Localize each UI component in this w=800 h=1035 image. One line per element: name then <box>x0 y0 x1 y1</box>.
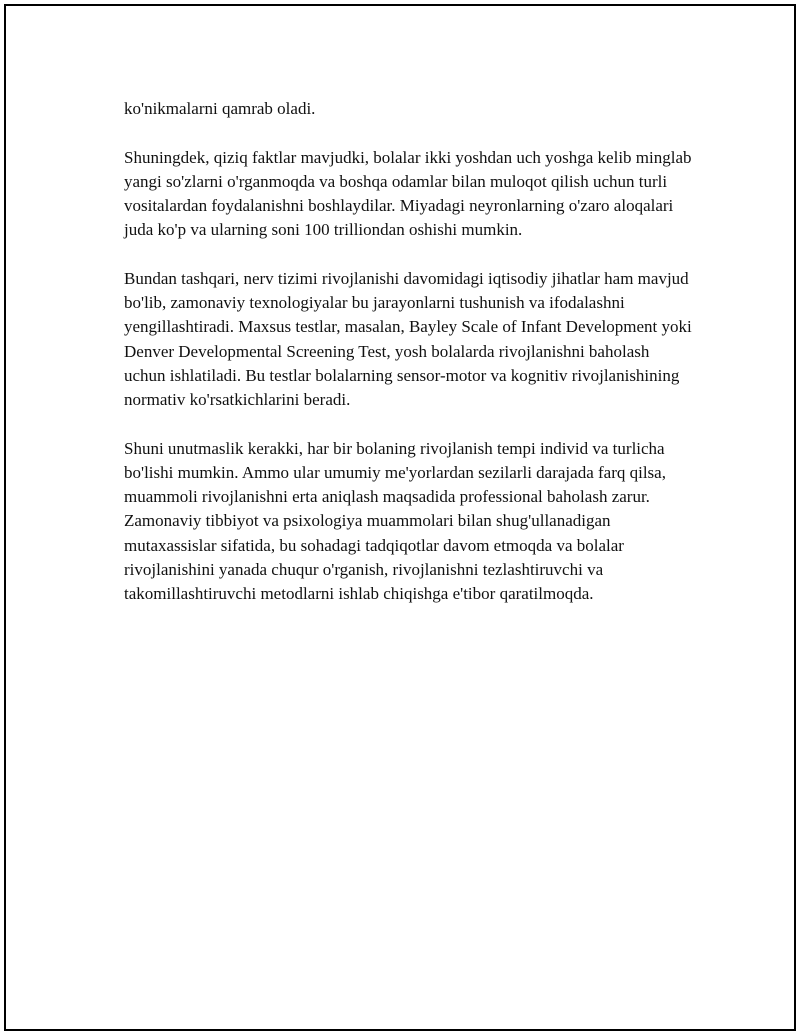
paragraph-4: Shuni unutmaslik kerakki, har bir bolaning rivojlanish tempi individ va turlicha bo'lishi mumkin. Ammo ular umumiy me'yorlardan sezilarli darajada farq qilsa, muammoli rivojlanishni erta aniqlash maqsadida professional baholash zarur. Zamonaviy tibbiyot va psixologiya muammolari bilan shug'ullanadigan mutaxassislar sifatida, bu sohadagi tadqiqotlar davom etmoqda va bolalar rivojlanishini yanada chuqur o'rganish, rivojlanishni tezlashtiruvchi va takomillashtiruvchi metodlarni ishlab chiqishga e'tibor qaratilmoqda. <box>124 438 666 603</box>
paragraph-3: Bundan tashqari, nerv tizimi rivojlanishi davomidagi iqtisodiy jihatlar ham mavjud bo'lib, zamonaviy texnologiyalar bu jarayonlarni tushunish va ifodalashni yengillashtiradi. Maxsus testlar, masalan, Bayley Scale of Infant Development yoki Denver Developmental Screening Test, yosh bolalarda rivojlanishni baholash uchun ishlatiladi. Bu testlar bolalarning sensor-motor va kognitiv rivojlanishining normativ ko'rsatkichlarini beradi. <box>124 269 692 410</box>
page-frame <box>4 4 796 1031</box>
document-body <box>124 97 694 631</box>
paragraph-1: ko'nikmalarni qamrab oladi. <box>124 99 316 118</box>
paragraph-2: Shuningdek, qiziq faktlar mavjudki, bolalar ikki yoshdan uch yoshga kelib minglab yangi so'zlarni o'rganmoqda va boshqa odamlar bilan muloqot qilish uchun turli vositalardan foydalanishni boshlaydilar. Miyadagi neyronlarning o'zaro aloqalari juda ko'p va ularning soni 100 trilliondan oshishi mumkin. <box>124 147 692 240</box>
